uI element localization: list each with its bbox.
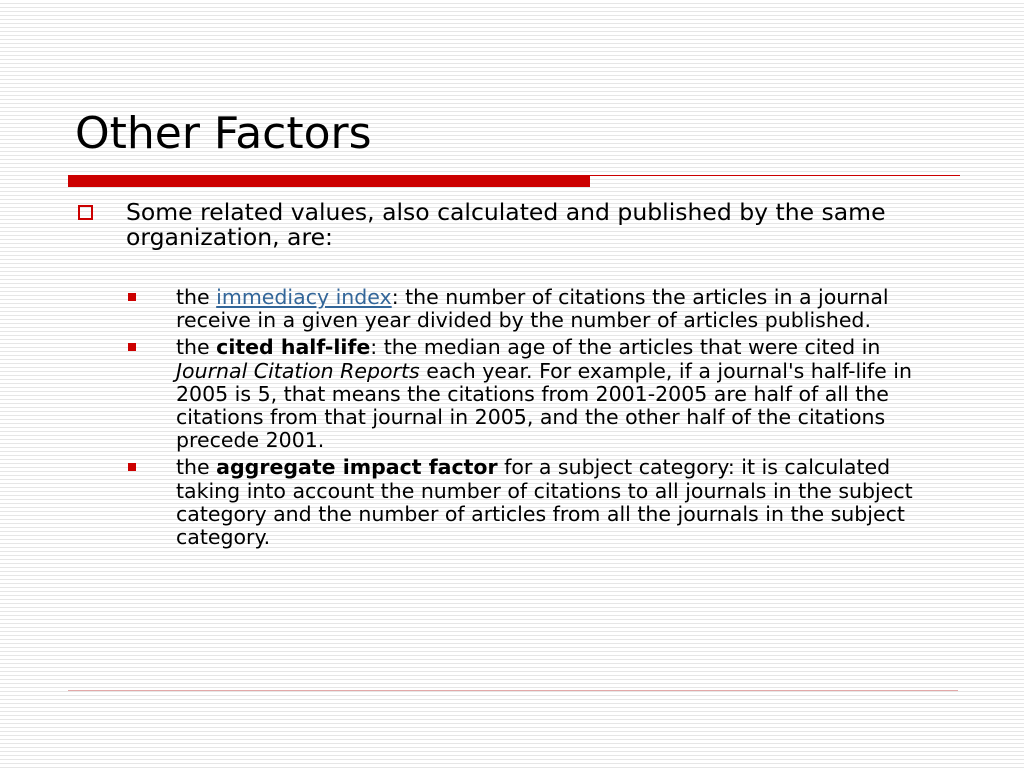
filled-square-bullet-icon	[128, 463, 136, 471]
footer-divider	[68, 690, 958, 691]
journal-citation-reports-title: Journal Citation Reports	[176, 358, 420, 383]
sub-bullet-item	[176, 336, 944, 452]
title-underline-bar	[68, 175, 590, 187]
sub-bullet-text: for a subject category: it is calculated taking into account the number of citations to all journals in the subject category and the number of articles from all the journals in the subject category.	[176, 455, 913, 550]
filled-square-bullet-icon	[128, 293, 136, 301]
aggregate-impact-factor-term: aggregate impact factor	[216, 455, 498, 480]
sub-bullet-lead: the	[176, 285, 217, 309]
sub-bullet-lead: the	[176, 455, 217, 480]
bullet-text: Some related values, also calculated and published by the same organization, are:	[126, 198, 886, 251]
sub-bullet-lead: the	[176, 335, 217, 360]
immediacy-index-link[interactable]: immediacy index	[216, 285, 392, 309]
bullet-item	[74, 200, 944, 250]
sub-bullet-text: : the median age of the articles that were cited in	[370, 335, 881, 360]
sub-bullet-list	[74, 286, 944, 549]
sub-bullet-text-continued: each year. For example, if a journal's half-life in 2005 is 5, that means the citations from 2001-2005 are half of all the citations from that journal in 2005, and the other half of the citations precede 2001.	[176, 358, 912, 453]
sub-bullet-item	[176, 286, 944, 332]
sub-bullet-text: : the number of citations the articles in a journal receive in a given year divided by the number of articles published.	[176, 285, 889, 333]
title-underline-rule	[590, 175, 960, 176]
filled-square-bullet-icon	[128, 343, 136, 351]
slide-content	[74, 200, 944, 553]
hollow-square-bullet-icon	[78, 205, 93, 220]
slide-title: Other Factors	[75, 108, 372, 159]
sub-bullet-item	[176, 456, 944, 549]
cited-half-life-term: cited half-life	[216, 335, 371, 360]
